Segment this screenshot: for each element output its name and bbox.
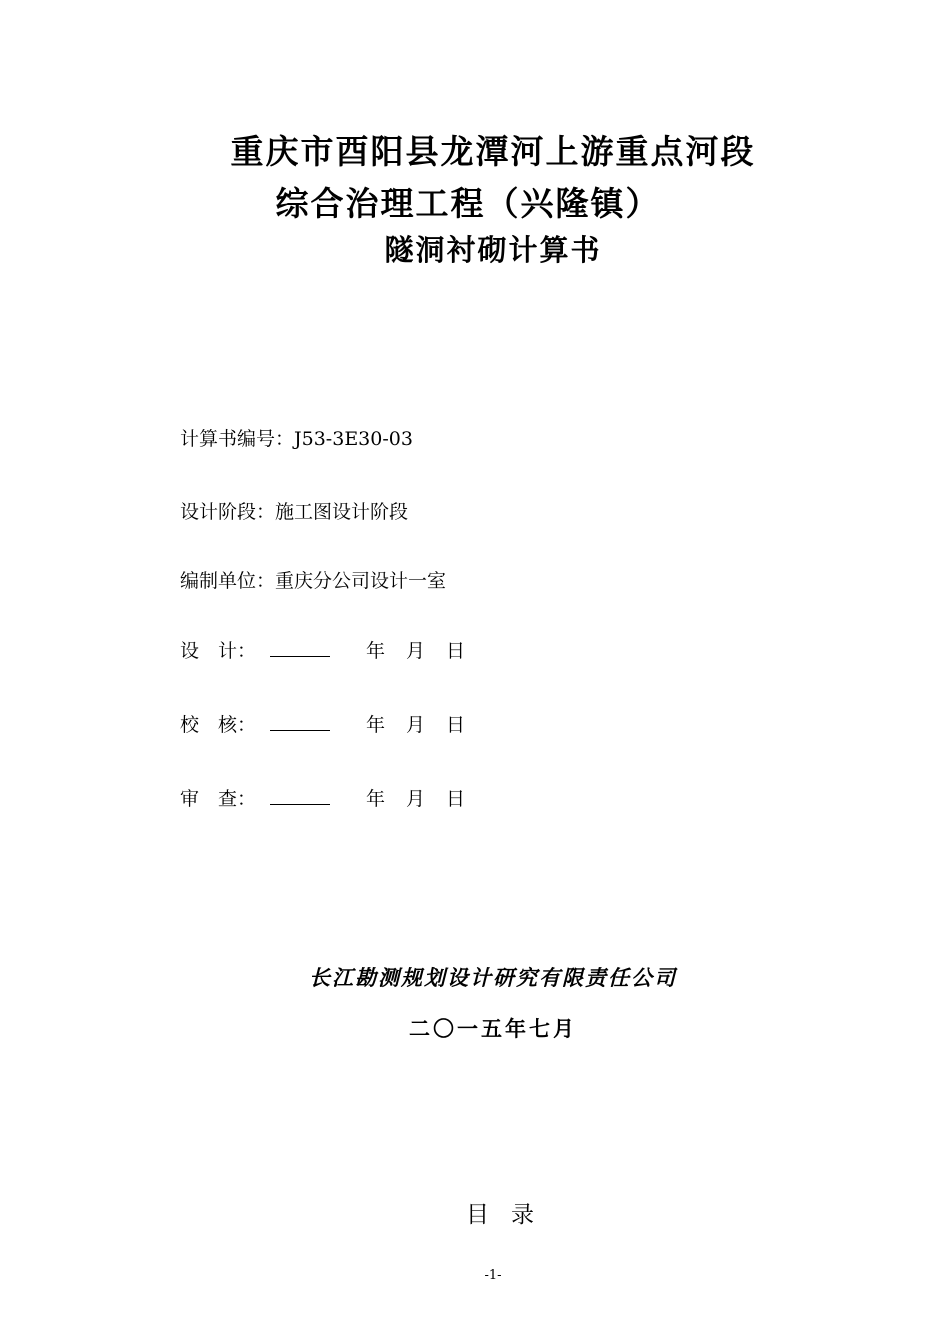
design-signature-blank [270,638,330,657]
toc-heading [0,1196,950,1229]
calc-number-value: J53-3E30-03 [294,428,413,450]
title-line-3: 隧洞衬砌计算书 [384,233,602,267]
calc-number-field [180,424,413,451]
day-label: 日 [446,640,466,662]
year-label: 年 [366,640,386,662]
year-label: 年 [366,714,386,736]
design-signature-label: 设 计： [180,640,257,662]
calc-number-label: 计算书编号： [180,428,295,450]
year-label: 年 [366,788,386,810]
design-stage-label: 设计阶段： [180,501,276,523]
compiling-unit-value: 重庆分公司设计一室 [275,570,447,592]
design-stage-value: 施工图设计阶段 [275,501,409,523]
title-line-2: 综合治理工程（兴隆镇） [275,184,661,223]
compiling-unit-field [180,566,446,593]
design-stage-field [180,497,408,524]
month-label: 月 [406,714,426,736]
check-signature-label: 校 核： [180,714,257,736]
page-number: -1- [484,1268,502,1283]
compiling-unit-label: 编制单位： [180,570,276,592]
review-signature-label: 审 查： [180,788,257,810]
design-signature-row [180,636,486,663]
toc-char-2: 录 [511,1202,534,1228]
review-signature-row [180,784,486,811]
check-signature-row [180,710,486,737]
toc-char-1: 目 [466,1202,489,1228]
organization-name: 长江勘测规划设计研究有限责任公司 [309,965,677,990]
title-line-1: 重庆市酉阳县龙潭河上游重点河段 [230,132,756,171]
check-signature-blank [270,712,330,731]
day-label: 日 [446,788,466,810]
document-date: 二〇一五年七月 [409,1016,577,1041]
month-label: 月 [406,640,426,662]
day-label: 日 [446,714,466,736]
review-signature-blank [270,786,330,805]
month-label: 月 [406,788,426,810]
